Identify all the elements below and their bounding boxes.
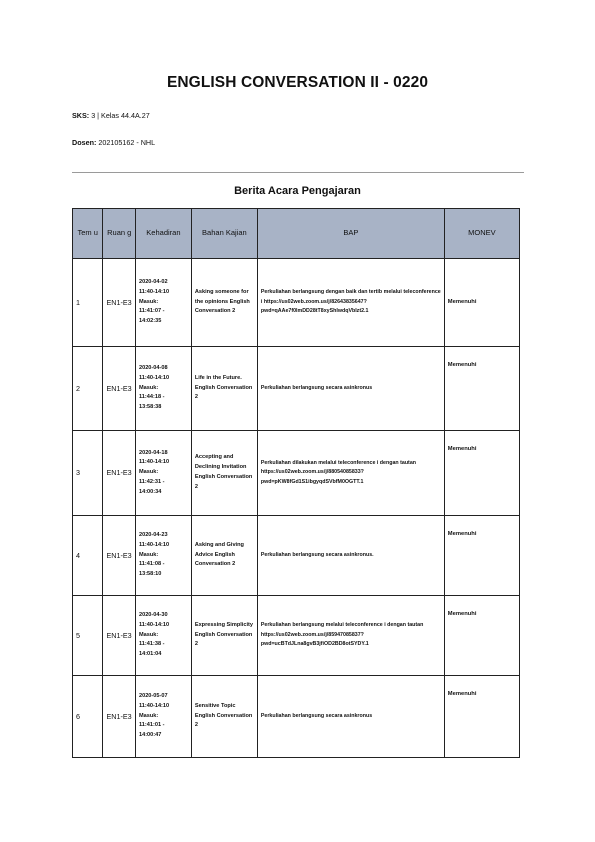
monev-status: Memenuhi	[444, 259, 519, 347]
dosen-value: 202105162 - NHL	[98, 138, 156, 147]
attendance-in-label: Masuk:	[138, 384, 159, 391]
document-title: ENGLISH CONVERSATION II - 0220	[166, 74, 429, 91]
attendance-time: 11:40-14:10	[138, 459, 170, 466]
teaching-report-table	[72, 208, 520, 758]
room: EN1-E3	[103, 596, 136, 676]
header-monev: MONEV	[444, 209, 519, 259]
table-row	[73, 516, 520, 596]
attendance-date: 2020-04-30	[138, 612, 168, 619]
table-header-row	[73, 209, 520, 259]
header-bap: BAP	[257, 209, 444, 259]
bap-notes: Perkuliahan berlangsung melalui teleconference i dengan tautan https://us02web.zoom.us/j/85947085837?pwd=ucBTdJLna8gvB3jfiOD2BD8otSYDY.1	[257, 596, 444, 676]
meeting-number: 4	[73, 516, 103, 596]
room: EN1-E3	[103, 259, 136, 347]
course-material: Expressing Simplicity English Conversation 2	[191, 596, 257, 676]
sks-value: 3 | Kelas 44.4A.27	[91, 111, 150, 120]
attendance-in-time: 11:44:18 - 13:58:38	[138, 394, 165, 411]
header-temu: Tem u	[73, 209, 103, 259]
room: EN1-E3	[103, 516, 136, 596]
sks-class-line	[72, 111, 150, 120]
attendance-in-time: 11:41:08 - 13:58:10	[138, 561, 165, 578]
meeting-number: 2	[73, 347, 103, 431]
attendance	[135, 347, 191, 431]
attendance	[135, 431, 191, 516]
attendance-date: 2020-04-23	[138, 532, 168, 539]
attendance-date: 2020-04-18	[138, 449, 168, 456]
attendance-in-label: Masuk:	[138, 298, 159, 305]
course-material: Asking someone for the opinions English Conversation 2	[191, 259, 257, 347]
header-kehadiran: Kehadiran	[135, 209, 191, 259]
meeting-number: 5	[73, 596, 103, 676]
attendance	[135, 516, 191, 596]
table-row	[73, 596, 520, 676]
monev-status: Memenuhi	[444, 431, 519, 516]
attendance-time: 11:40-14:10	[138, 621, 170, 628]
table-row	[73, 676, 520, 758]
course-material: Accepting and Declining Invitation English Conversation 2	[191, 431, 257, 516]
table-row	[73, 347, 520, 431]
attendance-in-time: 11:42:31 - 14:00:34	[138, 478, 165, 495]
course-material: Sensitive Topic English Conversation 2	[191, 676, 257, 758]
monev-status: Memenuhi	[444, 516, 519, 596]
sks-label: SKS:	[72, 111, 90, 120]
monev-status: Memenuhi	[444, 347, 519, 431]
attendance-time: 11:40-14:10	[138, 541, 170, 548]
attendance-time: 11:40-14:10	[138, 374, 170, 381]
table-row	[73, 431, 520, 516]
bap-notes: Perkuliahan berlangsung secara asinkronus	[257, 347, 444, 431]
attendance-in-label: Masuk:	[138, 551, 159, 558]
dosen-label: Dosen:	[72, 138, 97, 147]
section-title: Berita Acara Pengajaran	[234, 185, 361, 197]
attendance	[135, 259, 191, 347]
attendance-time: 11:40-14:10	[138, 702, 170, 709]
course-material: Asking and Giving Advice English Conversation 2	[191, 516, 257, 596]
attendance-in-time: 11:41:07 - 14:02:35	[138, 308, 165, 325]
bap-notes: Perkuliahan berlangsung dengan baik dan tertib melalui teleconference i https://us02web.zoom.us/j/82643835647?pwd=qAAe7f0lmDD28tT8xyShIwdqVbIzt2.1	[257, 259, 444, 347]
attendance	[135, 676, 191, 758]
divider	[72, 172, 524, 173]
attendance-date: 2020-04-02	[138, 279, 168, 286]
header-bahan-kajian: Bahan Kajian	[191, 209, 257, 259]
attendance-in-time: 11:41:01 - 14:00:47	[138, 722, 165, 739]
bap-notes: Perkuliahan berlangsung secara asinkronus.	[257, 516, 444, 596]
bap-notes: Perkuliahan berlangsung secara asinkronus	[257, 676, 444, 758]
monev-status: Memenuhi	[444, 596, 519, 676]
room: EN1-E3	[103, 431, 136, 516]
attendance-in-label: Masuk:	[138, 469, 159, 476]
room: EN1-E3	[103, 676, 136, 758]
meeting-number: 1	[73, 259, 103, 347]
attendance-in-label: Masuk:	[138, 631, 159, 638]
attendance-in-label: Masuk:	[138, 712, 159, 719]
bap-notes: Perkuliahan dilakukan melalui teleconference i dengan tautan https://us02web.zoom.us/j/88054085833?pwd=pKW8fGd1S1ibgyqdSVbfM0OGTT.1	[257, 431, 444, 516]
meeting-number: 3	[73, 431, 103, 516]
attendance-date: 2020-04-08	[138, 365, 168, 372]
attendance-date: 2020-05-07	[138, 693, 168, 700]
header-ruang: Ruan g	[103, 209, 136, 259]
table-row	[73, 259, 520, 347]
monev-status: Memenuhi	[444, 676, 519, 758]
course-material: Life in the Future. English Conversation 2	[191, 347, 257, 431]
attendance	[135, 596, 191, 676]
meeting-number: 6	[73, 676, 103, 758]
room: EN1-E3	[103, 347, 136, 431]
attendance-time: 11:40-14:10	[138, 288, 170, 295]
lecturer-line	[72, 138, 155, 147]
attendance-in-time: 11:41:38 - 14:01:04	[138, 641, 165, 658]
